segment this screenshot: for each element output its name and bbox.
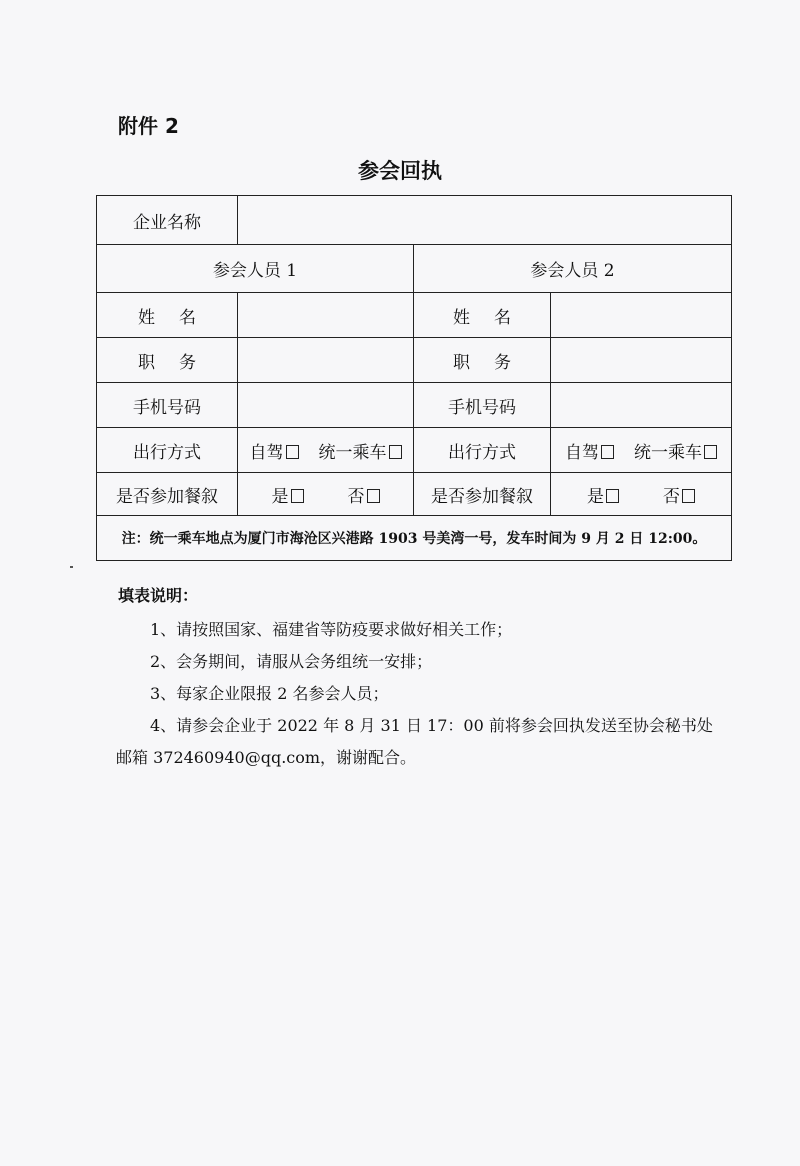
instruction-item-4: 4、请参会企业于 2022 年 8 月 31 日 17：00 前将参会回执发送至协会秘书处: [150, 716, 713, 735]
attendee1-position-input[interactable]: [238, 338, 414, 383]
attendee2-travel-label: [414, 428, 551, 473]
dinner-yes-text: 是: [587, 486, 604, 507]
attendee2-travel-options: [551, 428, 732, 473]
checkbox-icon[interactable]: [286, 445, 299, 459]
attendee2-position-label: [414, 338, 551, 383]
attendee1-name-label: [97, 293, 238, 338]
attendee2-dinner-yes: [587, 487, 619, 507]
attendee1-phone-label: [97, 383, 238, 428]
attendee1-dinner-label: [97, 473, 238, 516]
self-drive-text: 自驾: [565, 442, 599, 463]
instructions-heading: 填表说明：: [118, 586, 199, 605]
position-label-text: 职务: [138, 352, 220, 373]
instruction-item-3: 3、每家企业限报 2 名参会人员；: [150, 684, 389, 703]
checkbox-icon[interactable]: [606, 489, 619, 503]
instructions-section: [118, 580, 758, 774]
instruction-item-4-continued: 邮箱 372460940@qq.com，谢谢配合。: [116, 748, 417, 767]
dinner-yes-text: 是: [271, 486, 289, 507]
checkbox-icon[interactable]: [682, 489, 695, 503]
bus-text: 统一乘车: [318, 442, 387, 463]
attendee1-dinner-options: [238, 473, 414, 516]
checkbox-icon[interactable]: [389, 445, 402, 459]
attendee1-travel-label: [97, 428, 238, 473]
travel-label-text: 出行方式: [448, 442, 516, 463]
phone-label-text: 手机号码: [448, 397, 516, 418]
pickup-note-text: 注：统一乘车地点为厦门市海沧区兴港路 1903 号美湾一号，发车时间为 9 月 2 日 12:00。: [121, 531, 707, 547]
attendee2-header-text: 参会人员 2: [530, 261, 615, 281]
pickup-note: [97, 516, 732, 561]
attendee2-name-label: [414, 293, 551, 338]
checkbox-icon[interactable]: [704, 445, 717, 459]
attendee2-name-input[interactable]: [551, 293, 732, 338]
position-label-text: 职务: [453, 352, 535, 373]
attendee2-bus-option: [634, 443, 717, 463]
attendee2-header: [414, 245, 732, 293]
phone-label-text: 手机号码: [133, 397, 201, 418]
dinner-label-text: 是否参加餐叙: [431, 486, 533, 507]
attendee1-dinner-yes: [272, 487, 304, 507]
name-label-text: 姓名: [138, 307, 220, 328]
checkbox-icon[interactable]: [291, 489, 304, 503]
attendee2-position-input[interactable]: [551, 338, 732, 383]
attendee2-dinner-options: [551, 473, 732, 516]
attendee1-dinner-no: [348, 487, 380, 507]
attendee2-phone-input[interactable]: [551, 383, 732, 428]
attendee1-name-input[interactable]: [238, 293, 414, 338]
attendee1-travel-options: [238, 428, 414, 473]
name-label-text: 姓名: [453, 307, 535, 328]
attendee1-position-label: [97, 338, 238, 383]
instruction-item-2: 2、会务期间，请服从会务组统一安排；: [150, 652, 433, 671]
reply-form-table: [96, 195, 732, 561]
company-input-cell[interactable]: [238, 196, 732, 245]
attendee2-dinner-no: [663, 487, 695, 507]
company-label-cell: [97, 196, 238, 245]
checkbox-icon[interactable]: [367, 489, 380, 503]
checkbox-icon[interactable]: [601, 445, 614, 459]
attendee2-self-drive-option: [565, 443, 614, 463]
dinner-no-text: 否: [347, 486, 365, 507]
travel-label-text: 出行方式: [133, 442, 201, 463]
attendee1-header: [97, 245, 414, 293]
scan-speck: [70, 566, 73, 568]
attachment-label: 附件 2: [118, 114, 179, 138]
company-label: 企业名称: [133, 212, 201, 233]
attendee2-phone-label: [414, 383, 551, 428]
attendee1-header-text: 参会人员 1: [212, 261, 298, 281]
attendee1-phone-input[interactable]: [238, 383, 414, 428]
self-drive-text: 自驾: [249, 442, 284, 463]
dinner-label-text: 是否参加餐叙: [116, 486, 218, 507]
attendee1-self-drive-option: [250, 443, 299, 463]
page-title: 参会回执: [358, 159, 442, 183]
attendee1-bus-option: [319, 443, 402, 463]
dinner-no-text: 否: [663, 486, 680, 507]
attendee2-dinner-label: [414, 473, 551, 516]
bus-text: 统一乘车: [634, 442, 702, 463]
instruction-item-1: 1、请按照国家、福建省等防疫要求做好相关工作；: [150, 620, 513, 639]
